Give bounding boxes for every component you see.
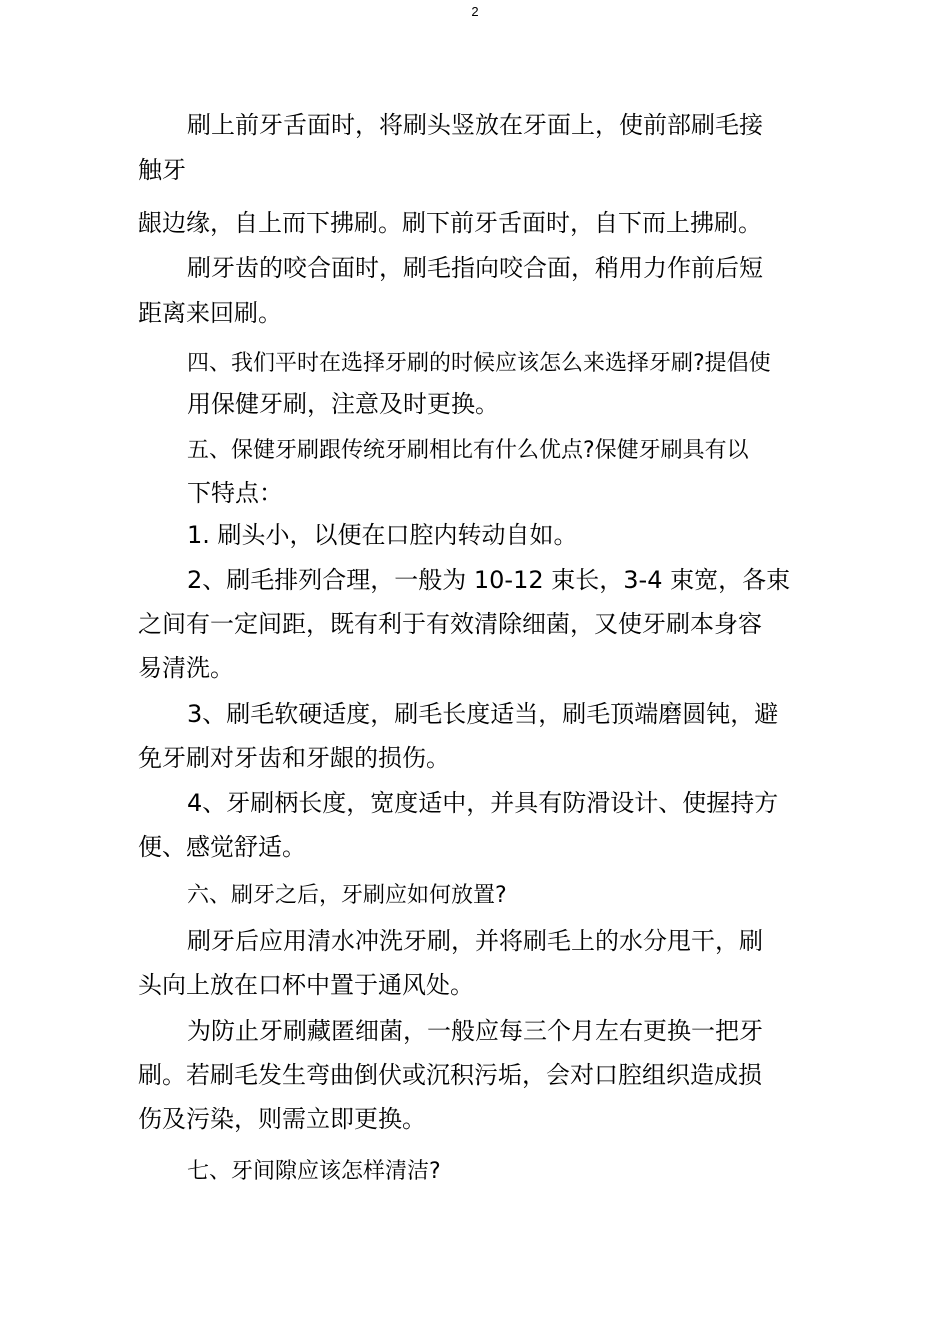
list-item: 1. 刷头小，以便在口腔内转动自如。	[187, 521, 578, 549]
text-line: 免牙刷对牙齿和牙龈的损伤。	[138, 744, 450, 772]
text-line: 龈边缘，自上而下拂刷。刷下前牙舌面时，自下而上拂刷。	[138, 209, 762, 237]
section-heading: 六、刷牙之后，牙刷应如何放置?	[187, 883, 507, 908]
text-line: 便、感觉舒适。	[138, 833, 306, 861]
list-item: 3、刷毛软硬适度，刷毛长度适当，刷毛顶端磨圆钝，避	[187, 700, 779, 728]
section-heading: 五、保健牙刷跟传统牙刷相比有什么优点?保健牙刷具有以	[187, 438, 749, 463]
text-line: 触牙	[138, 156, 186, 184]
list-item: 4、牙刷柄长度，宽度适中，并具有防滑设计、使握持方	[187, 789, 779, 817]
text-line: 头向上放在口杯中置于通风处。	[138, 971, 474, 999]
text-line: 刷上前牙舌面时，将刷头竖放在牙面上，使前部刷毛接	[187, 111, 763, 139]
section-heading: 七、牙间隙应该怎样清洁?	[187, 1159, 441, 1184]
text-line: 刷牙齿的咬合面时，刷毛指向咬合面，稍用力作前后短	[187, 254, 763, 282]
section-heading: 四、我们平时在选择牙刷的时候应该怎么来选择牙刷?提倡使	[187, 351, 771, 376]
text-line: 伤及污染，则需立即更换。	[138, 1105, 426, 1133]
text-line: 距离来回刷。	[138, 299, 282, 327]
text-line: 之间有一定间距，既有利于有效清除细菌，又使牙刷本身容	[138, 610, 762, 638]
text-line: 易清洗。	[138, 654, 234, 682]
list-item: 2、刷毛排列合理，一般为 10-12 束长，3-4 束宽，各束	[187, 566, 791, 594]
text-line: 刷。若刷毛发生弯曲倒伏或沉积污垢，会对口腔组织造成损	[138, 1061, 762, 1089]
page-number: 2	[471, 4, 479, 19]
text-line: 用保健牙刷，注意及时更换。	[187, 390, 499, 418]
text-line: 刷牙后应用清水冲洗牙刷，并将刷毛上的水分甩干，刷	[187, 927, 763, 955]
text-line: 为防止牙刷藏匿细菌，一般应每三个月左右更换一把牙	[187, 1017, 763, 1045]
text-line: 下特点：	[187, 479, 283, 507]
